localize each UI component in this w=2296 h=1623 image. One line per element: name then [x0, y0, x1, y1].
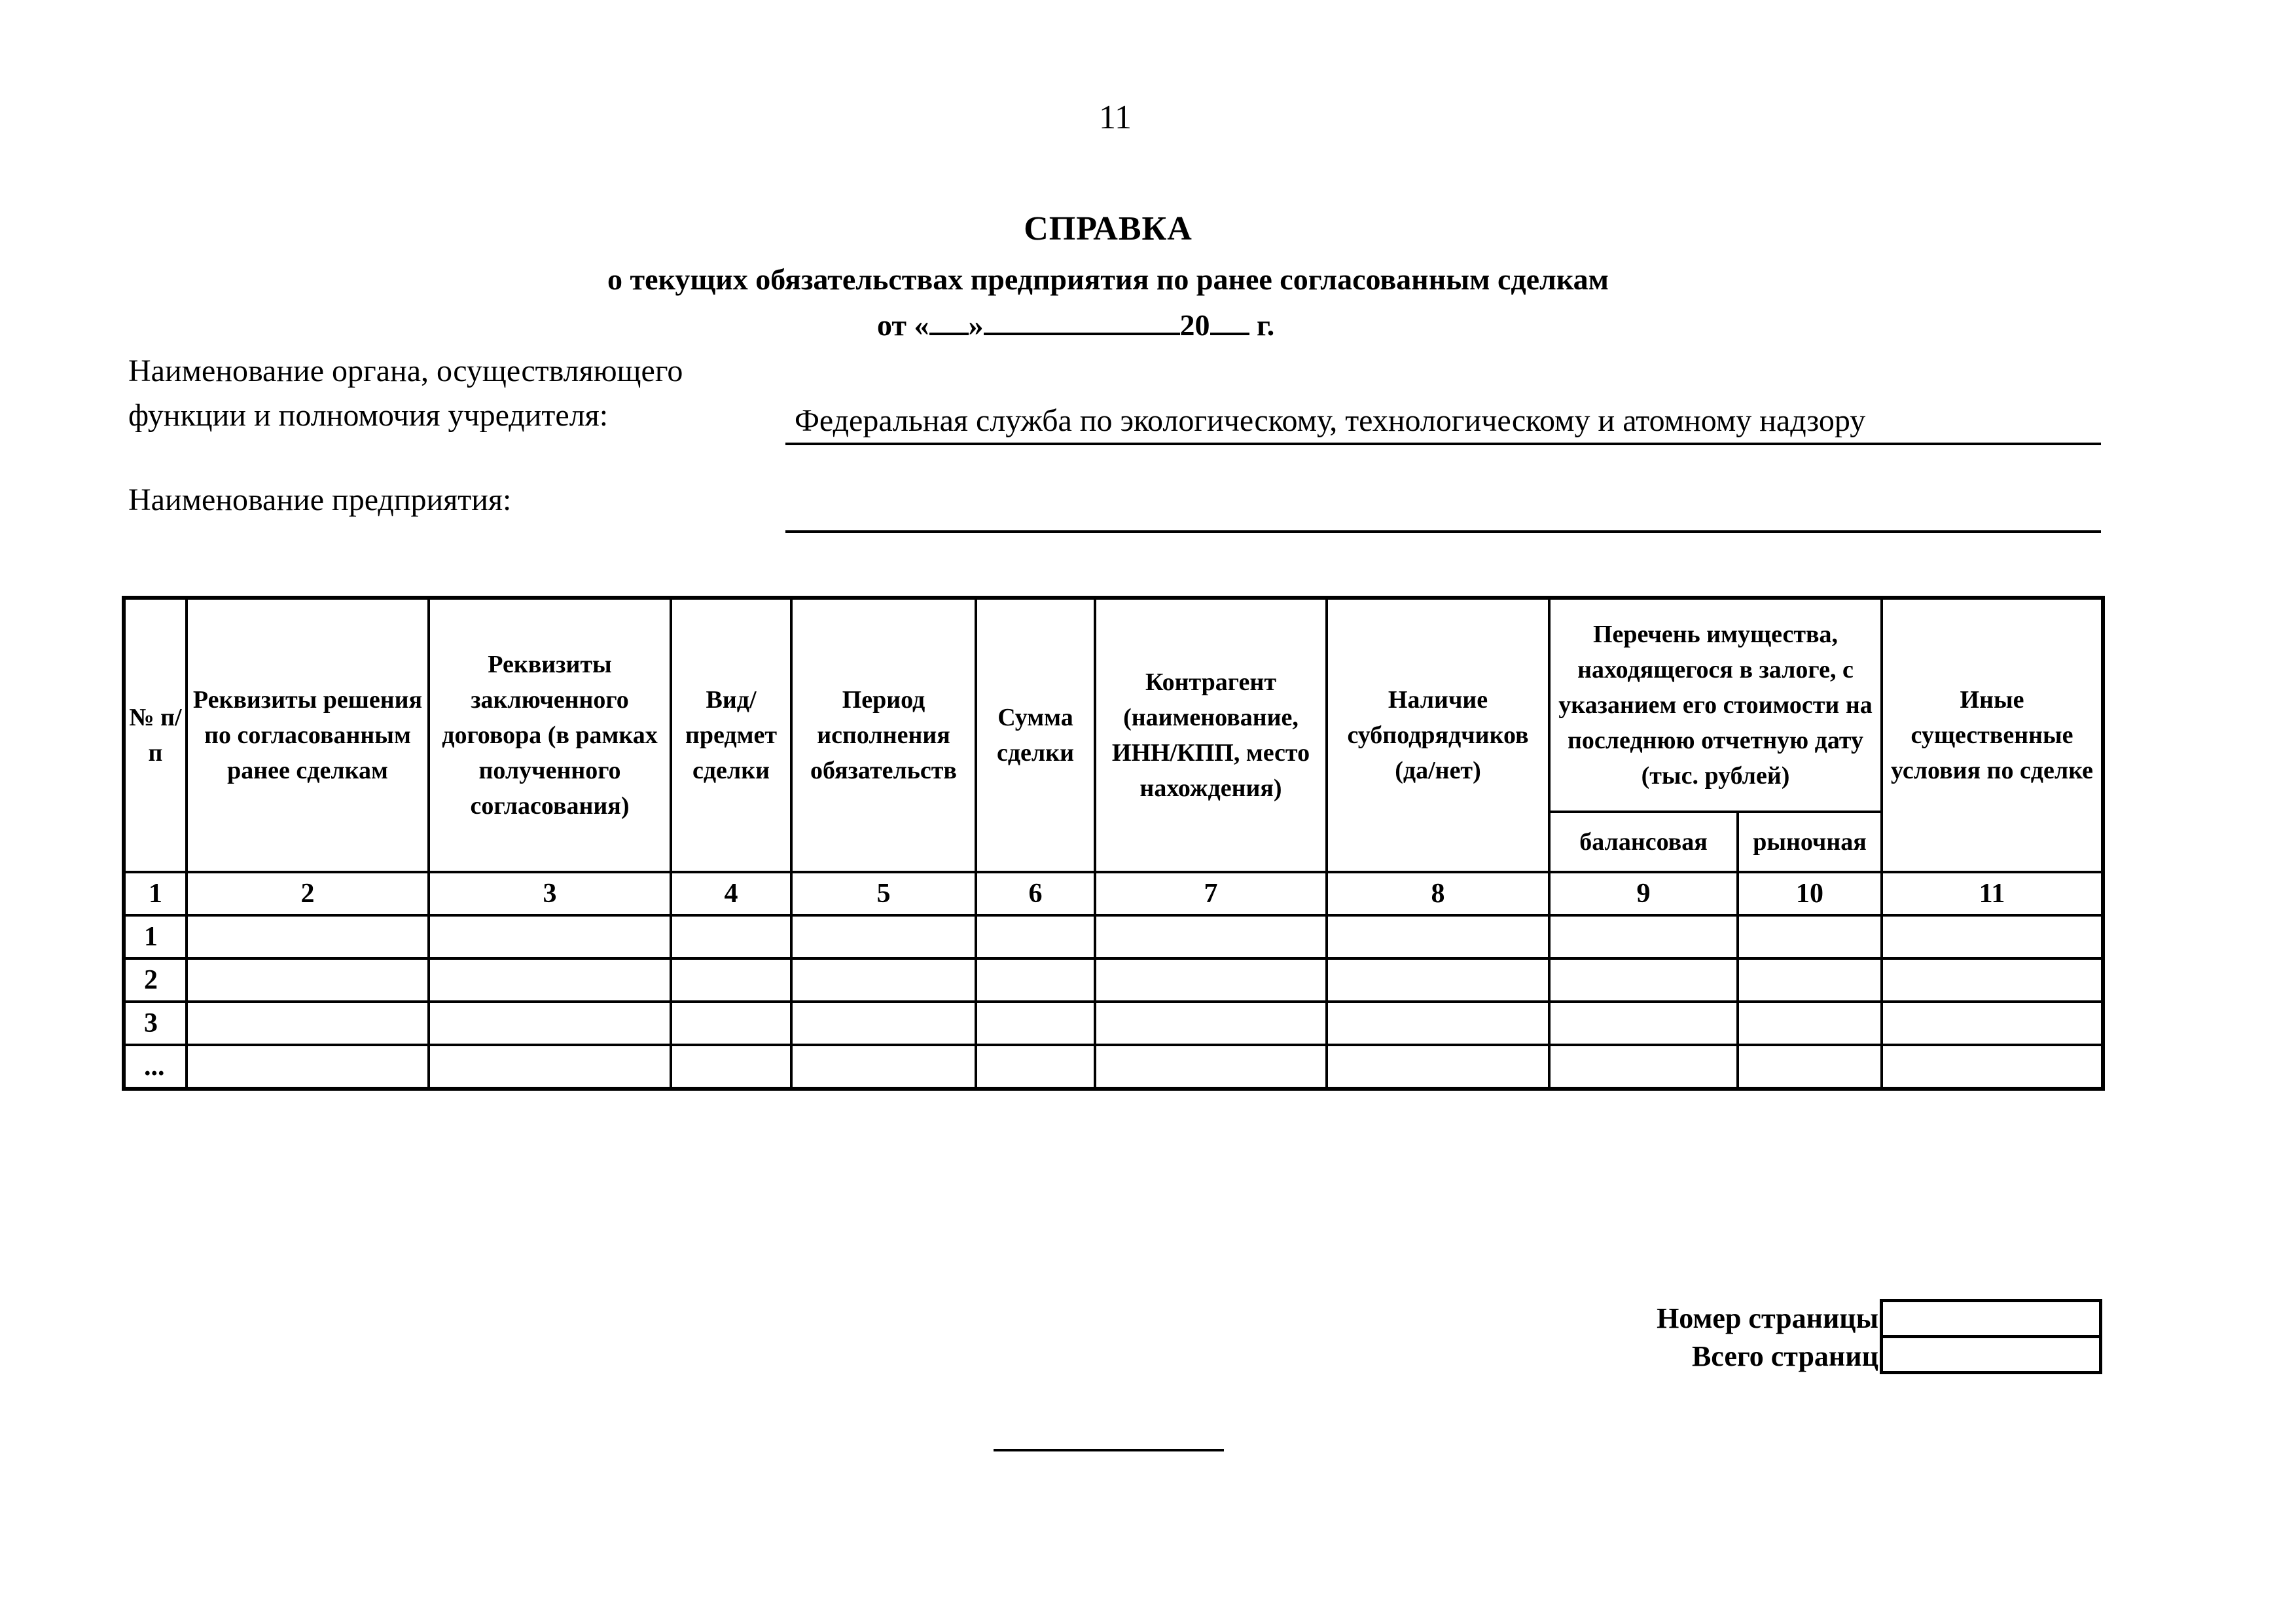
table-cell[interactable]	[976, 915, 1095, 958]
table-cell[interactable]	[1549, 1045, 1738, 1089]
table-cell[interactable]	[671, 958, 791, 1002]
organ-label	[128, 349, 783, 438]
table-row	[124, 1002, 2103, 1045]
table-cell[interactable]	[429, 915, 671, 958]
column-number: 2	[187, 872, 429, 915]
pager-boxes	[1880, 1299, 2102, 1374]
table-header-row	[124, 598, 2103, 812]
date-year-blank[interactable]	[1210, 309, 1249, 335]
header-deal-type: Вид/ предмет сделки	[671, 598, 791, 872]
header-contract-details: Реквизиты заключенного договора (в рамках полученного согласования)	[429, 598, 671, 872]
table-cell[interactable]	[429, 1045, 671, 1089]
column-number: 9	[1549, 872, 1738, 915]
footer-divider	[994, 1449, 1224, 1451]
table-cell[interactable]	[1549, 1002, 1738, 1045]
table-cell[interactable]	[1882, 915, 2103, 958]
date-prefix: от «	[877, 308, 929, 342]
table-cell[interactable]	[1882, 958, 2103, 1002]
row-label: 1	[124, 915, 187, 958]
header-other-conditions: Иные существенные условия по сделке	[1882, 598, 2103, 872]
table-cell[interactable]	[1738, 958, 1882, 1002]
pager-labels	[1656, 1300, 1878, 1376]
date-month-blank[interactable]	[984, 309, 1180, 335]
header-collateral: Перечень имущества, находящегося в залоге, с указанием его стоимости на последнюю отчетную дату (тыс. рублей)	[1549, 598, 1882, 812]
row-label: ...	[124, 1045, 187, 1089]
company-value-field[interactable]	[785, 491, 2101, 533]
table-cell[interactable]	[1549, 915, 1738, 958]
table-cell[interactable]	[1882, 1002, 2103, 1045]
page-number: 11	[1098, 99, 1132, 136]
table-cell[interactable]	[1738, 915, 1882, 958]
table-row	[124, 1045, 2103, 1089]
organ-label-line1: Наименование органа, осуществляющего	[128, 354, 683, 388]
table-cell[interactable]	[1327, 1002, 1549, 1045]
table-row	[124, 958, 2103, 1002]
header-amount: Сумма сделки	[976, 598, 1095, 872]
column-number-row	[124, 872, 2103, 915]
page-number-box[interactable]	[1883, 1302, 2099, 1335]
document-title: СПРАВКА	[1024, 210, 1193, 247]
table-cell[interactable]	[791, 915, 976, 958]
column-number: 4	[671, 872, 791, 915]
table-cell[interactable]	[976, 958, 1095, 1002]
table-cell[interactable]	[791, 1045, 976, 1089]
table-cell[interactable]	[791, 958, 976, 1002]
column-number: 7	[1095, 872, 1327, 915]
table-cell[interactable]	[1095, 915, 1327, 958]
page-number-label: Номер страницы	[1657, 1302, 1878, 1334]
header-book-value: балансовая	[1549, 812, 1738, 872]
row-label: 3	[124, 1002, 187, 1045]
table-cell[interactable]	[1549, 958, 1738, 1002]
date-suffix: г.	[1257, 308, 1275, 342]
table-cell[interactable]	[1327, 915, 1549, 958]
column-number: 1	[124, 872, 187, 915]
header-number: № п/п	[124, 598, 187, 872]
table-cell[interactable]	[976, 1045, 1095, 1089]
table-cell[interactable]	[187, 958, 429, 1002]
total-pages-label: Всего страниц	[1691, 1340, 1878, 1372]
table-cell[interactable]	[1327, 1045, 1549, 1089]
header-period: Период исполнения обязательств	[791, 598, 976, 872]
document-subtitle: о текущих обязательствах предприятия по ранее согласованным сделкам	[607, 263, 1609, 296]
table-cell[interactable]	[1738, 1002, 1882, 1045]
table-cell[interactable]	[1738, 1045, 1882, 1089]
table-cell[interactable]	[671, 915, 791, 958]
date-mid: »	[968, 308, 984, 342]
column-number: 6	[976, 872, 1095, 915]
total-pages-box[interactable]	[1883, 1335, 2099, 1371]
table-cell[interactable]	[1327, 958, 1549, 1002]
date-day-blank[interactable]	[929, 309, 969, 335]
column-number: 3	[429, 872, 671, 915]
table-cell[interactable]	[187, 915, 429, 958]
date-line	[877, 308, 1401, 342]
table-cell[interactable]	[1095, 958, 1327, 1002]
table-cell[interactable]	[791, 1002, 976, 1045]
row-label: 2	[124, 958, 187, 1002]
header-market-value: рыночная	[1738, 812, 1882, 872]
table-cell[interactable]	[1095, 1045, 1327, 1089]
table-cell[interactable]	[1882, 1045, 2103, 1089]
organ-label-line2: функции и полномочия учредителя:	[128, 398, 609, 433]
column-number: 5	[791, 872, 976, 915]
header-decision-details: Реквизиты решения по согласованным ранее сделкам	[187, 598, 429, 872]
header-subcontractors: Наличие субподрядчиков (да/нет)	[1327, 598, 1549, 872]
organ-value-field[interactable]: Федеральная служба по экологическому, технологическому и атомному надзору	[785, 399, 2101, 445]
table-cell[interactable]	[187, 1045, 429, 1089]
table-cell[interactable]	[429, 958, 671, 1002]
company-label: Наименование предприятия:	[128, 483, 512, 517]
table-cell[interactable]	[976, 1002, 1095, 1045]
table-cell[interactable]	[429, 1002, 671, 1045]
column-number: 11	[1882, 872, 2103, 915]
column-number: 10	[1738, 872, 1882, 915]
table-cell[interactable]	[671, 1002, 791, 1045]
table-cell[interactable]	[671, 1045, 791, 1089]
table-row	[124, 915, 2103, 958]
date-year-prefix: 20	[1179, 308, 1210, 342]
header-counterparty: Контрагент (наименование, ИНН/КПП, место нахождения)	[1095, 598, 1327, 872]
table-cell[interactable]	[1095, 1002, 1327, 1045]
obligations-table	[122, 596, 2105, 1091]
column-number: 8	[1327, 872, 1549, 915]
table-cell[interactable]	[187, 1002, 429, 1045]
